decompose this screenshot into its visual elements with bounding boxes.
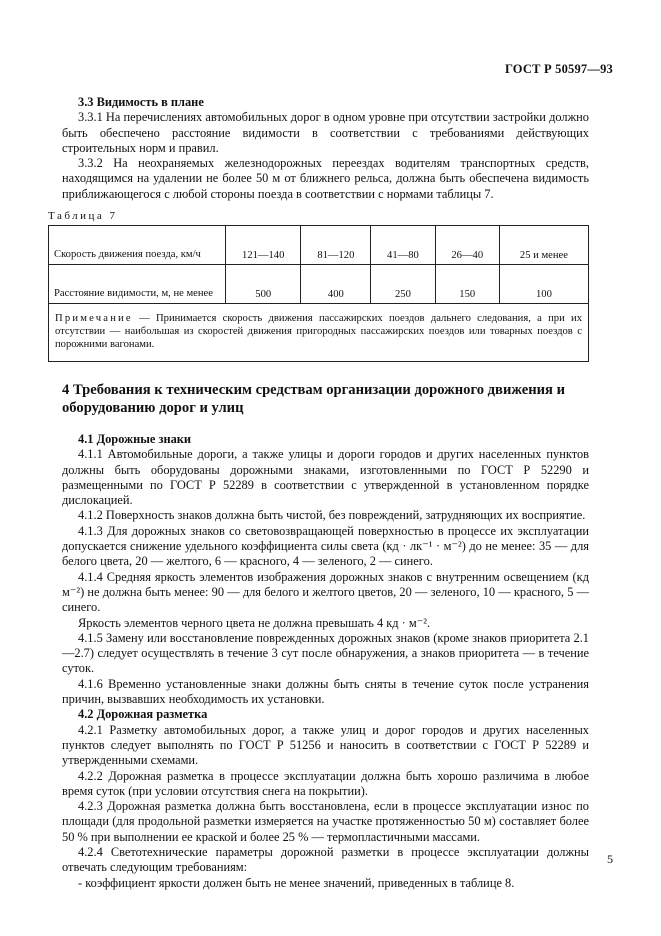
- section-4-title: 4 Требования к техническим средствам организации дорожного движения и оборудованию дорог и улиц: [62, 382, 565, 416]
- paragraph-4-1-2: 4.1.2 Поверхность знаков должна быть чистой, без повреждений, затрудняющих их восприятие.: [78, 508, 586, 523]
- table-row: [49, 265, 589, 304]
- table-row-label: Скорость движения поезда, км/ч: [49, 226, 226, 265]
- paragraph-4-2-2: 4.2.2 Дорожная разметка в процессе эксплуатации должна быть хорошо различима в любое время суток (при условии отсутствия снега на покрытии).: [62, 768, 589, 798]
- paragraph-4-1-3: 4.1.3 Для дорожных знаков со световозвращающей поверхностью в процессе их эксплуатации допускается снижение удельного коэффициента силы света (кд · лк⁻¹ · м⁻²) до не менее: 35 — для белого цвета, 20 — желтого, 6 — красного, 4 — зеленого, 2 — синего.: [62, 523, 589, 569]
- table-cell: 81—120: [301, 226, 371, 265]
- paragraph-4-2-3: 4.2.3 Дорожная разметка должна быть восстановлена, если в процессе эксплуатации износ по площади (для продольной разметки измеряется на участке протяженностью 50 м) составляет более 50 % при выполнении ее краской и более 25 % — термопластичными массами.: [62, 799, 589, 844]
- section-3-3: [62, 95, 589, 202]
- section-4-2-title: 4.2 Дорожная разметка: [78, 707, 208, 722]
- paragraph-3-3-1: 3.3.1 На перечислениях автомобильных дорог в одном уровне при отсутствии застройки должно быть обеспечено расстояние видимости в соответствии с требованиями действующих строительных норм и правил.: [62, 110, 589, 155]
- table-cell: 150: [435, 265, 499, 304]
- table-note-text: — Принимается скорость движения пассажирских поездов дальнего следования, а при их отсутствии — наибольшая из скоростей движения пригородных пассажирских поездов или товарных поездов с порожними вагонами.: [55, 313, 582, 350]
- table-row-label: Расстояние видимости, м, не менее: [49, 265, 226, 304]
- table-cell: 41—80: [371, 226, 435, 265]
- table-cell: 26—40: [435, 226, 499, 265]
- table-note-label: Примечание: [55, 313, 133, 324]
- list-item: - коэффициент яркости должен быть не менее значений, приведенных в таблице 8.: [78, 875, 515, 890]
- table-note: [49, 304, 589, 362]
- table-cell: 500: [226, 265, 301, 304]
- table-cell: 121—140: [226, 226, 301, 265]
- table-cell: 25 и менее: [499, 226, 588, 265]
- paragraph-3-3-2: 3.3.2 На неохраняемых железнодорожных переездах водителям транспортных средств, находящимся на удалении не более 50 м от ближнего рельса, должна быть обеспечена видимость приближающегося с любой стороны поезда в соответствии с нормами таблицы 7.: [62, 156, 589, 201]
- section-4-1: [62, 432, 589, 891]
- table-7: [48, 225, 589, 362]
- document-header: ГОСТ Р 50597—93: [504, 62, 613, 76]
- paragraph-4-1-4-note: Яркость элементов черного цвета не должна превышать 4 кд · м⁻².: [78, 615, 431, 630]
- paragraph-4-1-4: 4.1.4 Средняя яркость элементов изображения дорожных знаков с внутренним освещением (кд м⁻²) не должна быть менее: 90 — для белого и желтого цветов, 20 — зеленого, 10 — красного, 5 — синего.: [62, 569, 589, 615]
- section-4-1-title: 4.1 Дорожные знаки: [78, 432, 192, 446]
- table-7-caption: Таблица 7: [48, 210, 118, 222]
- table-cell: 100: [499, 265, 588, 304]
- paragraph-4-1-6: 4.1.6 Временно установленные знаки должны быть сняты в течение суток после устранения причин, вызвавших необходимость их установки.: [62, 676, 589, 707]
- table-row: [49, 226, 589, 265]
- table-cell: 400: [301, 265, 371, 304]
- table-note-row: [49, 304, 589, 362]
- section-3-3-title: 3.3 Видимость в плане: [78, 95, 204, 109]
- page-number: 5: [607, 852, 613, 866]
- paragraph-4-1-1: 4.1.1 Автомобильные дороги, а также улицы и дороги городов и других населенных пунктов должны быть оборудованы дорожными знаками, изготовленными по ГОСТ Р 52290 и размещенными по ГОСТ Р 52289 в соответствии с утвержденной в установленном порядке дислокацией.: [62, 447, 589, 508]
- paragraph-4-2-4: 4.2.4 Светотехнические параметры дорожной разметки в процессе эксплуатации должны отвечать следующим требованиям:: [62, 845, 589, 875]
- table-cell: 250: [371, 265, 435, 304]
- paragraph-4-1-5: 4.1.5 Замену или восстановление поврежденных дорожных знаков (кроме знаков приоритета 2.1—2.7) следует осуществлять в течение 3 сут после обнаружения, а знаков приоритета — в течение суток.: [62, 630, 589, 676]
- paragraph-4-2-1: 4.2.1 Разметку автомобильных дорог, а также улиц и дорог городов и других населенных пунктов следует выполнять по ГОСТ Р 51256 и наносить в соответствии с ГОСТ Р 52289 и утвержденными схемами.: [62, 722, 589, 768]
